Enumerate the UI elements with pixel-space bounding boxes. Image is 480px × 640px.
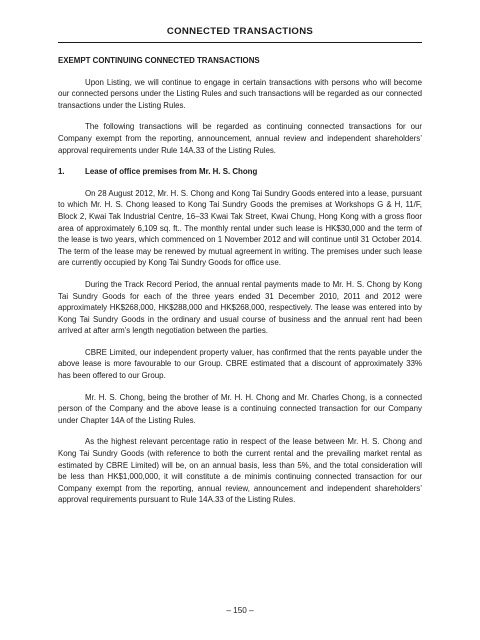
paragraph: As the highest relevant percentage ratio in respect of the lease between Mr. H. S. Chong and Kong Tai Sundry Goods (with reference to both the current rental and the prevailing market rental as estimated by CBRE Limited) will be, on an annual basis, less than 5%, and the total consideration will be less than HK$1,000,000, it will constitute a de minimis continuing connected transaction for our Company exempt from the reporting, annual review, announcement and independent shareholders’ approval requirements pursuant to Rule 14A.33 of the Listing Rules. [58,437,422,505]
subsection-number: 1. [58,167,65,177]
subsection-title: Lease of office premises from Mr. H. S. Chong [85,167,258,177]
paragraph: The following transactions will be regarded as continuing connected transactions for our Company exempt from the reporting, announcement, annual review and independent shareholders’ approval requirements under Rule 14A.33 of the Listing Rules. [58,122,422,155]
paragraph: CBRE Limited, our independent property valuer, has confirmed that the rents payable under the above lease is more favourable to our Group. CBRE estimated that a discount of approximately 33% has been offered to our Group. [58,347,422,381]
paragraph: On 28 August 2012, Mr. H. S. Chong and Kong Tai Sundry Goods entered into a lease, pursuant to which Mr. H. S. Chong leased to Kong Tai Sundry Goods the premises at Workshops G & H, 11/F, Block 2, Kwai Tak Industrial Centre, 16–33 Kwai Tak Street, Kwai Chung, Hong Kong with a gross floor area of approximately 6,109 sq. ft.. The monthly rental under such lease is HK$30,000 and the term of the lease is two years, which commenced on 1 November 2012 and will continue until 31 October 2014. The term of the lease may be renewed by mutual agreement in writing. The premises under such lease are currently occupied by Kong Tai Sundry Goods for office use. [58,188,422,268]
paragraph: Upon Listing, we will continue to engage in certain transactions with persons who will become our connected persons under the Listing Rules and such transactions will be regarded as our connected transactions under the Listing Rules. [58,77,422,110]
subsection-heading [58,166,422,178]
paragraph: During the Track Record Period, the annual rental payments made to Mr. H. S. Chong by Kong Tai Sundry Goods for each of the three years ended 31 December 2010, 2011 and 2012 were approximately HK$268,000, HK$288,000 and HK$268,000, respectively. The lease was entered into by Kong Tai Sundry Goods in the ordinary and usual course of business and the annual rent had been arrived at after arm’s length negotiation between the parties. [58,279,422,336]
section-heading: EXEMPT CONTINUING CONNECTED TRANSACTIONS [58,56,260,65]
page-number: – 150 – [226,606,254,615]
page-body [58,55,422,516]
page-header-title: CONNECTED TRANSACTIONS [166,26,314,37]
header-divider [58,42,422,43]
paragraph: Mr. H. S. Chong, being the brother of Mr. H. H. Chong and Mr. Charles Chong, is a connected person of the Company and the above lease is a continuing connected transaction for our Company under Chapter 14A of the Listing Rules. [58,392,422,425]
